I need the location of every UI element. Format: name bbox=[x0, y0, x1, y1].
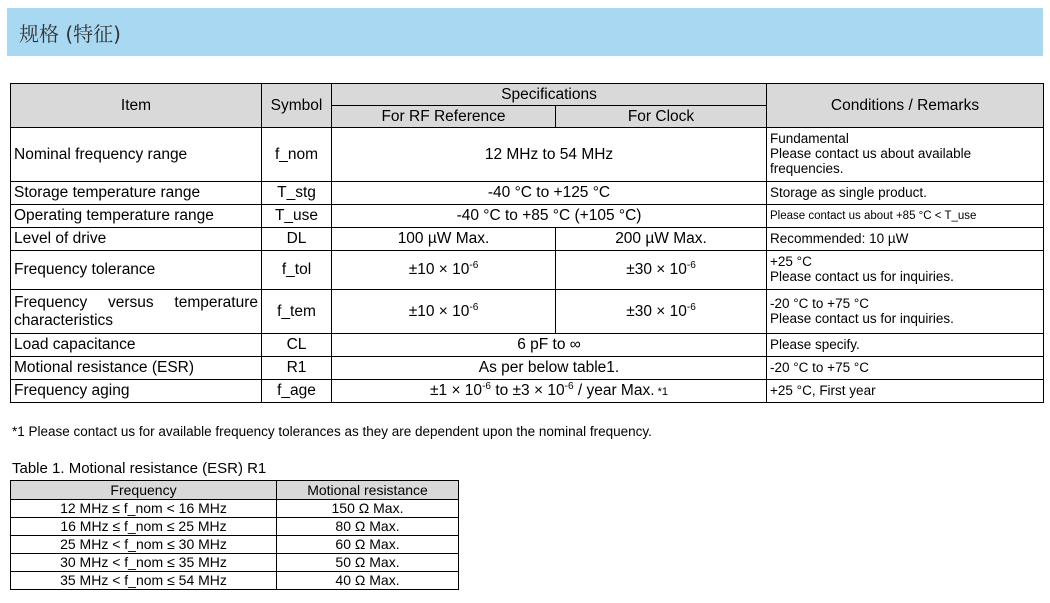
symbol-cell: f_tol bbox=[262, 251, 332, 290]
header-specifications: Specifications bbox=[332, 84, 767, 106]
value-base: ±30 × 10 bbox=[626, 302, 687, 320]
symbol-cell: T_use bbox=[262, 205, 332, 228]
section-banner bbox=[7, 8, 1043, 56]
spec-cell: As per below table1. bbox=[332, 357, 767, 380]
specifications-table bbox=[10, 83, 1044, 403]
value-base: ±1 × 10 bbox=[430, 382, 483, 400]
table-row bbox=[11, 536, 459, 554]
frequency-cell: 16 MHz ≤ f_nom ≤ 25 MHz bbox=[11, 518, 277, 536]
table1-caption: Table 1. Motional resistance (ESR) R1 bbox=[12, 460, 267, 477]
table-row bbox=[11, 205, 1044, 228]
value-exponent: -6 bbox=[469, 260, 479, 272]
motional-resistance-table bbox=[10, 480, 459, 590]
table-row bbox=[11, 290, 1044, 334]
remarks-cell bbox=[767, 128, 1044, 182]
table-row bbox=[11, 128, 1044, 182]
frequency-cell: 35 MHz < f_nom ≤ 54 MHz bbox=[11, 572, 277, 590]
remark-line: Please contact us for inquiries. bbox=[770, 310, 954, 326]
item-cell: Motional resistance (ESR) bbox=[11, 357, 262, 380]
clock-cell bbox=[556, 290, 767, 334]
remark-line: Fundamental bbox=[770, 131, 849, 147]
value-exponent: -6 bbox=[564, 381, 574, 393]
item-cell: Storage temperature range bbox=[11, 182, 262, 205]
header-motional-resistance: Motional resistance bbox=[277, 481, 459, 500]
header-clock: For Clock bbox=[556, 106, 767, 128]
table-row bbox=[11, 251, 1044, 290]
section-title: 规格 (特征) bbox=[19, 21, 121, 46]
table-row bbox=[11, 554, 459, 572]
footnote-marker: *1 bbox=[654, 386, 668, 399]
symbol-cell: CL bbox=[262, 334, 332, 357]
rf-cell bbox=[332, 290, 556, 334]
item-cell: Frequency tolerance bbox=[11, 251, 262, 290]
spec-cell: 6 pF to ∞ bbox=[332, 334, 767, 357]
value-base: ±10 × 10 bbox=[408, 261, 470, 279]
rf-cell bbox=[332, 251, 556, 290]
frequency-cell: 25 MHz < f_nom ≤ 30 MHz bbox=[11, 536, 277, 554]
table-row bbox=[11, 182, 1044, 205]
remark-line: +25 °C bbox=[770, 254, 812, 270]
symbol-cell: f_age bbox=[262, 380, 332, 403]
table-row bbox=[11, 500, 459, 518]
resistance-cell: 60 Ω Max. bbox=[277, 536, 459, 554]
remarks-cell: -20 °C to +75 °C bbox=[767, 357, 1044, 380]
item-cell: Nominal frequency range bbox=[11, 128, 262, 182]
header-conditions: Conditions / Remarks bbox=[767, 84, 1044, 128]
value-exponent: -6 bbox=[482, 381, 492, 393]
remark-line: Please contact us about available frequencies. bbox=[770, 146, 972, 176]
value-base: ±10 × 10 bbox=[408, 302, 470, 320]
remarks-cell: Please contact us about +85 °C < T_use bbox=[767, 205, 1044, 228]
remarks-cell: Recommended: 10 µW bbox=[767, 228, 1044, 251]
item-cell: Operating temperature range bbox=[11, 205, 262, 228]
resistance-cell: 50 Ω Max. bbox=[277, 554, 459, 572]
item-line: Frequency versus temperature bbox=[14, 294, 258, 312]
table-row bbox=[11, 518, 459, 536]
header-symbol: Symbol bbox=[262, 84, 332, 128]
table-row bbox=[11, 380, 1044, 403]
symbol-cell: T_stg bbox=[262, 182, 332, 205]
table-row bbox=[11, 228, 1044, 251]
table-row bbox=[11, 572, 459, 590]
header-rf-reference: For RF Reference bbox=[332, 106, 556, 128]
value-exponent: -6 bbox=[686, 260, 696, 272]
symbol-cell: f_tem bbox=[262, 290, 332, 334]
value-base: to ±3 × 10 bbox=[491, 382, 565, 400]
item-line: characteristics bbox=[14, 311, 114, 329]
table-row bbox=[11, 357, 1044, 380]
spec-cell: 12 MHz to 54 MHz bbox=[332, 128, 767, 182]
remarks-cell: Storage as single product. bbox=[767, 182, 1044, 205]
frequency-cell: 12 MHz ≤ f_nom < 16 MHz bbox=[11, 500, 277, 518]
resistance-cell: 80 Ω Max. bbox=[277, 518, 459, 536]
remarks-cell: +25 °C, First year bbox=[767, 380, 1044, 403]
symbol-cell: DL bbox=[262, 228, 332, 251]
remark-line: Please contact us for inquiries. bbox=[770, 269, 954, 284]
remarks-cell: Please specify. bbox=[767, 334, 1044, 357]
value-exponent: -6 bbox=[469, 301, 479, 313]
item-cell bbox=[11, 290, 262, 334]
resistance-cell: 40 Ω Max. bbox=[277, 572, 459, 590]
remarks-cell bbox=[767, 251, 1044, 290]
rf-cell: 100 µW Max. bbox=[332, 228, 556, 251]
table-row bbox=[11, 334, 1044, 357]
remark-line: -20 °C to +75 °C bbox=[770, 295, 869, 311]
item-cell: Level of drive bbox=[11, 228, 262, 251]
clock-cell: 200 µW Max. bbox=[556, 228, 767, 251]
value-suffix: / year Max. bbox=[573, 382, 655, 400]
frequency-cell: 30 MHz < f_nom ≤ 35 MHz bbox=[11, 554, 277, 572]
value-base: ±30 × 10 bbox=[626, 261, 687, 279]
value-exponent: -6 bbox=[686, 301, 696, 313]
footnote: *1 Please contact us for available frequency tolerances as they are dependent upon the nominal frequency. bbox=[12, 424, 652, 439]
item-cell: Load capacitance bbox=[11, 334, 262, 357]
spec-cell: -40 °C to +85 °C (+105 °C) bbox=[332, 205, 767, 228]
header-item: Item bbox=[11, 84, 262, 128]
header-frequency: Frequency bbox=[11, 481, 277, 500]
remarks-cell bbox=[767, 290, 1044, 334]
spec-cell: -40 °C to +125 °C bbox=[332, 182, 767, 205]
resistance-cell: 150 Ω Max. bbox=[277, 500, 459, 518]
item-cell: Frequency aging bbox=[11, 380, 262, 403]
symbol-cell: R1 bbox=[262, 357, 332, 380]
clock-cell bbox=[556, 251, 767, 290]
symbol-cell: f_nom bbox=[262, 128, 332, 182]
spec-cell bbox=[332, 380, 767, 403]
